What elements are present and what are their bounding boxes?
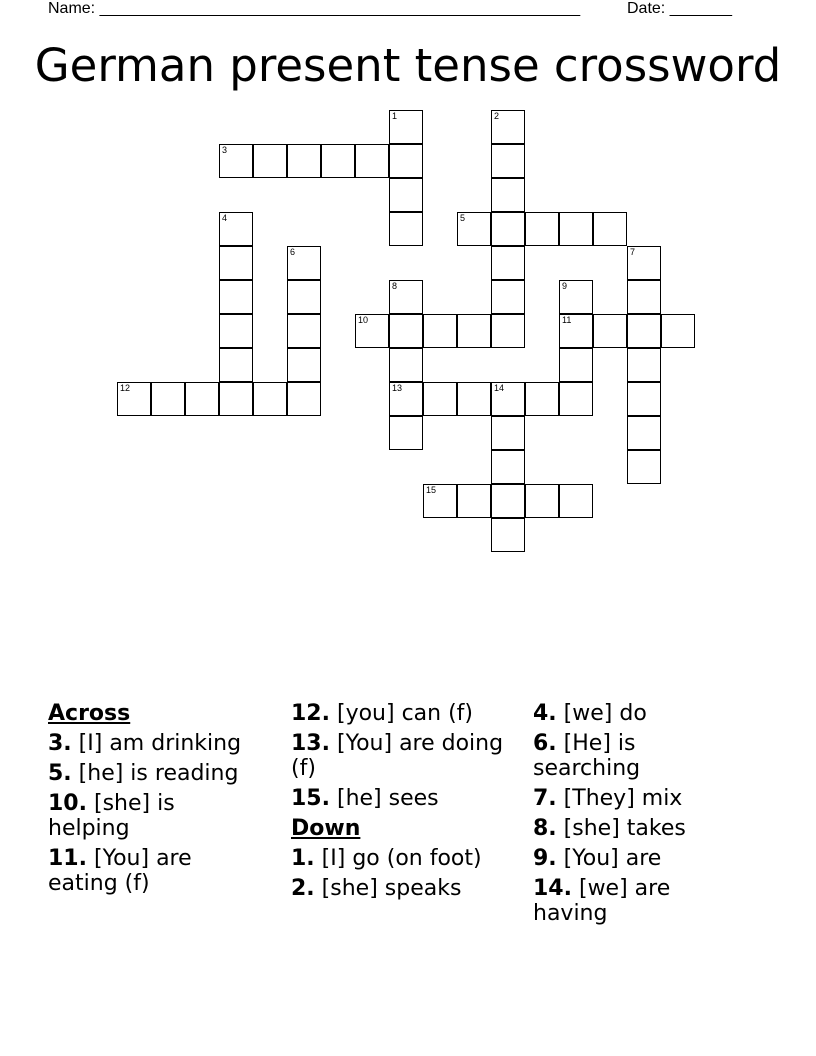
crossword-cell[interactable] xyxy=(389,110,423,144)
crossword-cell[interactable] xyxy=(355,144,389,178)
down-clue xyxy=(533,786,748,811)
crossword-cell[interactable] xyxy=(491,110,525,144)
crossword-cell[interactable] xyxy=(525,382,559,416)
clue-text: [You] are doing (f) xyxy=(291,731,504,781)
crossword-cell[interactable] xyxy=(457,314,491,348)
clue-number: 7. xyxy=(533,786,557,811)
down-clue xyxy=(291,876,506,901)
crossword-cell[interactable] xyxy=(491,144,525,178)
clue-text: [she] takes xyxy=(563,816,686,841)
crossword-cell[interactable] xyxy=(491,484,525,518)
clue-number-label: 3 xyxy=(222,145,228,155)
clue-text: [you] can (f) xyxy=(336,701,473,726)
clue-number: 4. xyxy=(533,701,557,726)
crossword-cell[interactable] xyxy=(219,382,253,416)
crossword-cell[interactable] xyxy=(151,382,185,416)
across-clue xyxy=(48,761,263,786)
clue-number-label: 1 xyxy=(392,111,398,121)
crossword-cell[interactable] xyxy=(389,178,423,212)
crossword-cell[interactable] xyxy=(593,212,627,246)
clue-number-label: 2 xyxy=(494,111,500,121)
clues-column-1 xyxy=(48,701,263,901)
crossword-cell[interactable] xyxy=(253,382,287,416)
down-heading: Down xyxy=(291,816,361,841)
across-clue xyxy=(291,786,506,811)
name-field: Name: ______________________________________________________ xyxy=(48,0,581,17)
crossword-cell[interactable] xyxy=(491,416,525,450)
clue-number-label: 7 xyxy=(630,247,636,257)
clue-text: [I] go (on foot) xyxy=(321,846,482,871)
crossword-cell[interactable] xyxy=(287,348,321,382)
clue-number: 3. xyxy=(48,731,72,756)
crossword-cell[interactable] xyxy=(321,144,355,178)
clues-column-2 xyxy=(291,701,506,906)
down-clue xyxy=(533,731,748,781)
clue-number-label: 6 xyxy=(290,247,296,257)
crossword-cell[interactable] xyxy=(491,450,525,484)
clue-text: [she] speaks xyxy=(321,876,462,901)
clue-number-label: 4 xyxy=(222,213,228,223)
clue-text: [she] is helping xyxy=(48,791,175,841)
across-clue xyxy=(291,701,506,726)
crossword-cell[interactable] xyxy=(287,314,321,348)
crossword-cell[interactable] xyxy=(423,314,457,348)
clue-number-label: 15 xyxy=(426,485,437,495)
clue-number: 12. xyxy=(291,701,330,726)
crossword-cell[interactable] xyxy=(525,212,559,246)
crossword-cell[interactable] xyxy=(355,314,389,348)
down-clue xyxy=(533,876,748,926)
crossword-cell[interactable] xyxy=(117,382,151,416)
crossword-cell[interactable] xyxy=(423,382,457,416)
across-clue xyxy=(48,846,263,896)
crossword-cell[interactable] xyxy=(389,280,423,314)
crossword-cell[interactable] xyxy=(457,382,491,416)
crossword-cell[interactable] xyxy=(287,382,321,416)
down-clue xyxy=(533,701,748,726)
crossword-cell[interactable] xyxy=(627,382,661,416)
crossword-cell[interactable] xyxy=(559,212,593,246)
date-field: Date: _______ xyxy=(627,0,732,17)
clue-text: [he] is reading xyxy=(78,761,239,786)
clue-number: 10. xyxy=(48,791,87,816)
clue-number: 5. xyxy=(48,761,72,786)
clue-number: 15. xyxy=(291,786,330,811)
crossword-cell[interactable] xyxy=(661,314,695,348)
clue-number-label: 12 xyxy=(120,383,131,393)
crossword-cell[interactable] xyxy=(559,484,593,518)
clue-number: 11. xyxy=(48,846,87,871)
clue-number-label: 10 xyxy=(358,315,369,325)
clue-number-label: 11 xyxy=(562,315,572,325)
crossword-cell[interactable] xyxy=(627,246,661,280)
crossword-cell[interactable] xyxy=(219,280,253,314)
crossword-cell[interactable] xyxy=(559,280,593,314)
crossword-cell[interactable] xyxy=(491,178,525,212)
clue-number-label: 9 xyxy=(562,281,568,291)
down-clue xyxy=(533,816,748,841)
crossword-cell[interactable] xyxy=(627,348,661,382)
crossword-cell[interactable] xyxy=(423,484,457,518)
crossword-cell[interactable] xyxy=(389,212,423,246)
across-clue xyxy=(48,731,263,756)
crossword-cell[interactable] xyxy=(627,314,661,348)
clue-number: 2. xyxy=(291,876,315,901)
clue-text: [we] are having xyxy=(533,876,671,926)
clue-number: 9. xyxy=(533,846,557,871)
crossword-cell[interactable] xyxy=(389,314,423,348)
crossword-cell[interactable] xyxy=(627,280,661,314)
crossword-cell[interactable] xyxy=(525,484,559,518)
crossword-cell[interactable] xyxy=(491,518,525,552)
crossword-cell[interactable] xyxy=(457,212,491,246)
crossword-cell[interactable] xyxy=(491,382,525,416)
crossword-cell[interactable] xyxy=(559,348,593,382)
across-heading: Across xyxy=(48,701,131,726)
across-clue xyxy=(48,791,263,841)
crossword-cell[interactable] xyxy=(559,382,593,416)
crossword-cell[interactable] xyxy=(253,144,287,178)
down-clue xyxy=(533,846,748,871)
crossword-cell[interactable] xyxy=(593,314,627,348)
crossword-cell[interactable] xyxy=(627,416,661,450)
clue-number: 8. xyxy=(533,816,557,841)
clue-text: [he] sees xyxy=(336,786,439,811)
crossword-cell[interactable] xyxy=(491,212,525,246)
clue-number-label: 5 xyxy=(460,213,466,223)
crossword-cell[interactable] xyxy=(219,212,253,246)
crossword-cell[interactable] xyxy=(219,246,253,280)
crossword-cell[interactable] xyxy=(389,382,423,416)
clue-text: [we] do xyxy=(563,701,647,726)
crossword-cell[interactable] xyxy=(219,144,253,178)
clue-text: [He] is searching xyxy=(533,731,641,781)
crossword-cell[interactable] xyxy=(389,144,423,178)
crossword-cell[interactable] xyxy=(219,314,253,348)
crossword-cell[interactable] xyxy=(287,280,321,314)
clue-number: 14. xyxy=(533,876,572,901)
crossword-cell[interactable] xyxy=(457,484,491,518)
crossword-cell[interactable] xyxy=(287,246,321,280)
crossword-cell[interactable] xyxy=(219,348,253,382)
clue-text: [You] are eating (f) xyxy=(48,846,192,896)
crossword-cell[interactable] xyxy=(559,314,593,348)
clues-column-3 xyxy=(533,701,748,931)
clue-text: [They] mix xyxy=(563,786,683,811)
clue-text: [You] are xyxy=(563,846,662,871)
across-clue xyxy=(291,731,506,781)
page-title: German present tense crossword xyxy=(34,39,782,92)
clue-text: [I] am drinking xyxy=(78,731,242,756)
crossword-cell[interactable] xyxy=(185,382,219,416)
clue-number: 13. xyxy=(291,731,330,756)
clue-number-label: 8 xyxy=(392,281,398,291)
crossword-cell[interactable] xyxy=(491,280,525,314)
crossword-cell[interactable] xyxy=(627,450,661,484)
crossword-cell[interactable] xyxy=(491,314,525,348)
clue-number-label: 14 xyxy=(494,383,505,393)
crossword-cell[interactable] xyxy=(389,416,423,450)
clue-number: 1. xyxy=(291,846,315,871)
crossword-cell[interactable] xyxy=(491,246,525,280)
crossword-cell[interactable] xyxy=(389,348,423,382)
down-clue xyxy=(291,846,506,871)
clue-number: 6. xyxy=(533,731,557,756)
clue-number-label: 13 xyxy=(392,383,403,393)
crossword-cell[interactable] xyxy=(287,144,321,178)
